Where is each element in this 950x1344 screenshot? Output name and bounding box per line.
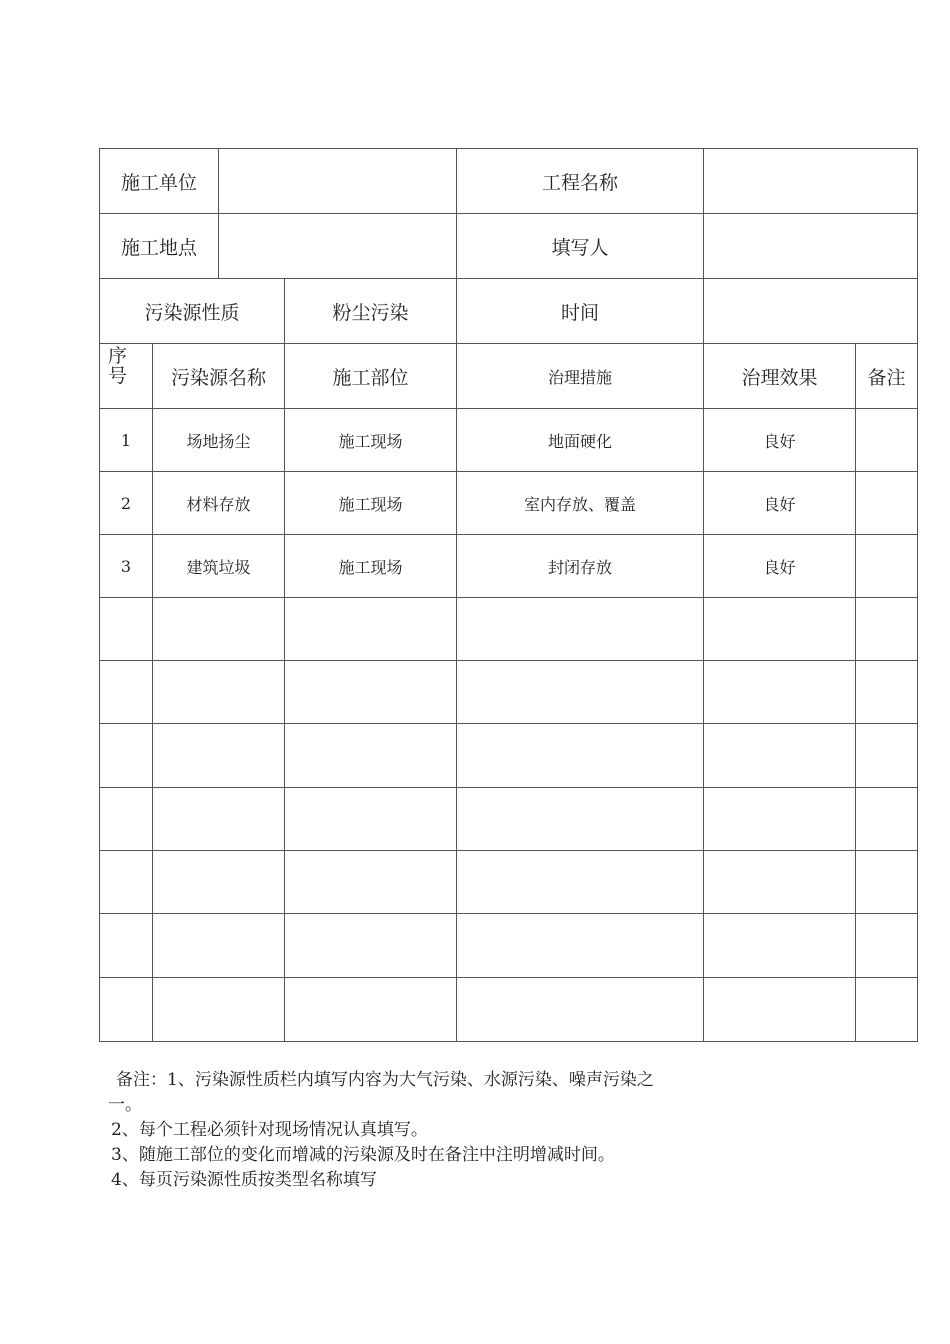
pollution-nature-label: 污染源性质 — [100, 279, 285, 344]
table-row — [100, 724, 918, 788]
cell-location — [285, 661, 457, 724]
cell-effect — [704, 851, 856, 914]
cell-location: 施工现场 — [285, 535, 457, 598]
cell-name — [153, 851, 285, 914]
cell-location — [285, 851, 457, 914]
cell-name — [153, 661, 285, 724]
pollution-nature-value: 粉尘污染 — [285, 279, 457, 344]
construction-unit-label: 施工单位 — [100, 149, 219, 214]
table-row — [100, 978, 918, 1042]
cell-location — [285, 724, 457, 788]
table-row — [100, 598, 918, 661]
project-name-value — [704, 149, 918, 214]
data-rows — [100, 409, 918, 1042]
table-row — [100, 535, 918, 598]
cell-location — [285, 598, 457, 661]
cell-effect — [704, 724, 856, 788]
cell-effect — [704, 788, 856, 851]
time-value — [704, 279, 918, 344]
cell-location — [285, 914, 457, 978]
cell-name: 场地扬尘 — [153, 409, 285, 472]
cell-location: 施工现场 — [285, 409, 457, 472]
filler-label: 填写人 — [457, 214, 704, 279]
cell-remark — [856, 598, 918, 661]
cell-seq: 3 — [100, 535, 153, 598]
cell-effect — [704, 978, 856, 1042]
cell-remark — [856, 661, 918, 724]
cell-measures: 室内存放、覆盖 — [457, 472, 704, 535]
note-line-3: 3、随施工部位的变化而增减的污染源及时在备注中注明增减时间。 — [111, 1145, 615, 1165]
cell-seq: 1 — [100, 409, 153, 472]
note-line-1-continued: 一。 — [108, 1095, 142, 1115]
cell-name: 材料存放 — [153, 472, 285, 535]
cell-measures: 地面硬化 — [457, 409, 704, 472]
cell-effect: 良好 — [704, 535, 856, 598]
header-effect: 治理效果 — [704, 344, 856, 409]
cell-measures — [457, 724, 704, 788]
cell-seq — [100, 788, 153, 851]
header-seq — [100, 344, 153, 409]
pollution-nature-row — [100, 279, 918, 344]
construction-unit-row — [100, 149, 918, 214]
note-line-1: 备注：1、污染源性质栏内填写内容为大气污染、水源污染、噪声污染之 — [116, 1070, 654, 1090]
cell-measures — [457, 851, 704, 914]
table-header-row — [100, 344, 918, 409]
cell-seq — [100, 724, 153, 788]
cell-seq — [100, 914, 153, 978]
cell-effect — [704, 661, 856, 724]
cell-location: 施工现场 — [285, 472, 457, 535]
cell-measures — [457, 978, 704, 1042]
cell-remark — [856, 724, 918, 788]
cell-name — [153, 598, 285, 661]
time-label: 时间 — [457, 279, 704, 344]
cell-effect: 良好 — [704, 472, 856, 535]
project-name-label: 工程名称 — [457, 149, 704, 214]
cell-seq — [100, 851, 153, 914]
cell-remark — [856, 914, 918, 978]
table-row — [100, 409, 918, 472]
cell-name — [153, 724, 285, 788]
cell-effect — [704, 598, 856, 661]
cell-remark — [856, 409, 918, 472]
cell-measures — [457, 914, 704, 978]
table-row — [100, 788, 918, 851]
cell-seq — [100, 661, 153, 724]
header-seq-top: 序 — [108, 345, 128, 367]
pollution-record-table — [99, 148, 918, 1042]
table-row — [100, 851, 918, 914]
cell-effect — [704, 914, 856, 978]
table-row — [100, 661, 918, 724]
construction-unit-value — [219, 149, 457, 214]
cell-remark — [856, 978, 918, 1042]
header-measures: 治理措施 — [457, 344, 704, 409]
cell-effect: 良好 — [704, 409, 856, 472]
notes-section — [108, 1068, 771, 1193]
cell-remark — [856, 788, 918, 851]
header-location: 施工部位 — [285, 344, 457, 409]
cell-seq: 2 — [100, 472, 153, 535]
site-label: 施工地点 — [100, 214, 219, 279]
table-row — [100, 914, 918, 978]
site-row — [100, 214, 918, 279]
cell-seq — [100, 978, 153, 1042]
cell-remark — [856, 851, 918, 914]
cell-name — [153, 788, 285, 851]
cell-measures: 封闭存放 — [457, 535, 704, 598]
cell-measures — [457, 788, 704, 851]
note-line-4: 4、每页污染源性质按类型名称填写 — [111, 1170, 377, 1190]
header-seq-bottom: 号 — [108, 365, 128, 387]
header-name: 污染源名称 — [153, 344, 285, 409]
cell-location — [285, 978, 457, 1042]
note-line-2: 2、每个工程必须针对现场情况认真填写。 — [111, 1120, 428, 1140]
cell-location — [285, 788, 457, 851]
cell-seq — [100, 598, 153, 661]
header-remark: 备注 — [856, 344, 918, 409]
cell-name — [153, 978, 285, 1042]
cell-name: 建筑垃圾 — [153, 535, 285, 598]
cell-measures — [457, 661, 704, 724]
site-value — [219, 214, 457, 279]
cell-remark — [856, 535, 918, 598]
cell-name — [153, 914, 285, 978]
filler-value — [704, 214, 918, 279]
cell-remark — [856, 472, 918, 535]
table-row — [100, 472, 918, 535]
cell-measures — [457, 598, 704, 661]
